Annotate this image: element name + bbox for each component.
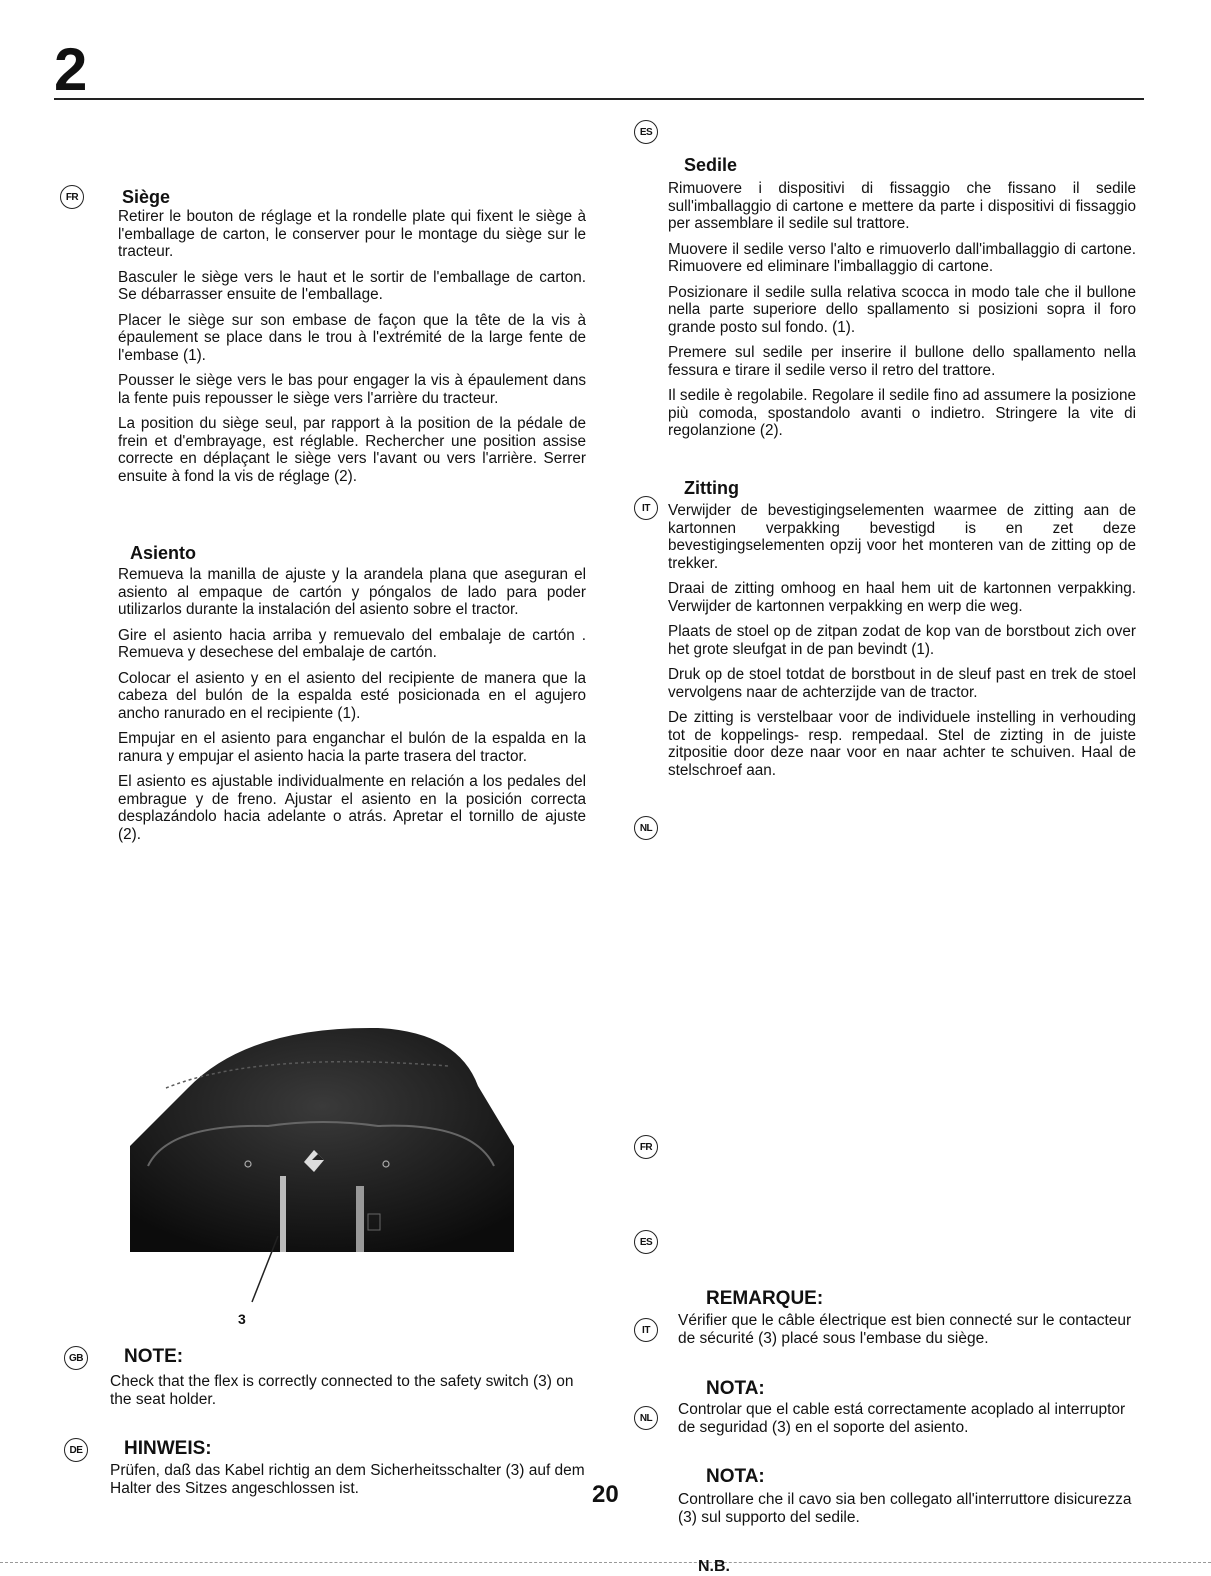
it-note-badge-icon: IT bbox=[634, 1318, 658, 1342]
nl-badge-icon: NL bbox=[634, 816, 658, 840]
page-number: 20 bbox=[592, 1481, 619, 1508]
it-section-body bbox=[668, 180, 1136, 448]
paragraph: Gire el asiento hacia arriba y remuevalo del embalaje de cartón . Remueva y desechese del embalaje de cartón. bbox=[118, 626, 586, 661]
paragraph: Empujar en el asiento para enganchar el bulón de la espalda en la ranura y empujar el asiento hacia la parte trasera del tractor. bbox=[118, 730, 586, 765]
gb-note-text: Check that the flex is correctly connected to the safety switch (3) on the seat holder. bbox=[110, 1373, 574, 1408]
gb-note-heading: NOTE: bbox=[124, 1346, 184, 1367]
paragraph: Il sedile è regolabile. Regolare il sedile fino ad assumere la posizione più comoda, spostandolo avanti o indietro. Stringere la vite di regolanzione (2). bbox=[668, 387, 1136, 439]
it-note-text: Controllare che il cavo sia ben collegato all'interruttore disicurezza (3) sul supporto del sedile. bbox=[678, 1491, 1132, 1526]
paragraph: Muovere il sedile verso l'alto e rimuoverlo dall'imballaggio di cartone. Rimuovere ed eliminare l'imballaggio di cartone. bbox=[668, 240, 1136, 275]
paragraph: Colocar el asiento y en el asiento del recipiente de manera que la cabeza del bulón de la espalda esté posicionada en el agujero ancho ranurado en el recipiente (1). bbox=[118, 669, 586, 722]
paragraph: De zitting is verstelbaar voor de individuele instelling in verhouding tot de koppelings- resp. rempedaal. Stel de zizting in de juiste zitpositie door deze naar voor en naar achter te schuiven. Haal de stelschroef aan. bbox=[668, 709, 1136, 779]
fr-note-heading: REMARQUE: bbox=[706, 1288, 824, 1309]
fr-section-body bbox=[118, 208, 586, 493]
nb-heading: N.B. bbox=[698, 1558, 730, 1575]
nl-section-body bbox=[668, 502, 1136, 787]
es-note-heading: NOTA: bbox=[706, 1378, 765, 1399]
paragraph: Posizionare il sedile sulla relativa scocca in modo tale che il bullone nella parte superiore dello spallamento si posizioni sopra il foro grande posto sul fondo. (1). bbox=[668, 283, 1136, 336]
it-note-heading: NOTA: bbox=[706, 1466, 765, 1487]
paragraph: Verwijder de bevestigingselementen waarmee de zitting aan de kartonnen verpakking bevestigd is en zet deze bevestigingselementen opzij voor het monteren van de zitting op de trekker. bbox=[668, 502, 1136, 572]
paragraph: Premere sul sedile per inserire il bullone dello spallamento nella fessura e tirare il sedile verso il retro del trattore. bbox=[668, 344, 1136, 379]
paragraph: Rimuovere i dispositivi di fissaggio che fissano il sedile sull'imballaggio di cartone e mettere da parte i dispositivi di fissaggio per assemblare il sedile sul trattore. bbox=[668, 180, 1136, 232]
es-note-text: Controlar que el cable está correctamente acoplado al interruptor de seguridad (3) en el soporte del asiento. bbox=[678, 1401, 1126, 1436]
es-note-badge-icon: ES bbox=[634, 1230, 658, 1254]
paragraph: Plaats de stoel op de zitpan zodat de kop van de borstbout zich over het grote sleufgat in de pan bevindt (1). bbox=[668, 623, 1136, 658]
it-section-heading: Sedile bbox=[684, 155, 738, 175]
paragraph: Retirer le bouton de réglage et la rondelle plate qui fixent le siège à l'emballage de carton, le conserver pour le montage du siège sur le tracteur. bbox=[118, 208, 586, 260]
paragraph: El asiento es ajustable individualmente en relación a los pedales del embrague y de freno. Ajustar el asiento en la posición correcta desplazándolo hacia adelante o atrás. Apretar el tornillo de ajuste (2). bbox=[118, 773, 586, 843]
figure-callout-3: 3 bbox=[238, 1311, 246, 1327]
footer-rule bbox=[0, 1562, 1211, 1563]
es-section-body bbox=[118, 566, 586, 851]
header-rule bbox=[54, 98, 1144, 100]
paragraph: La position du siège seul, par rapport à la position de la pédale de frein et d'embrayage, est réglable. Rechercher une position assise correcte en déplaçant le siège vers l'avant ou vers l'arrière. Serrer ensuite à fond la vis de réglage (2). bbox=[118, 415, 586, 485]
seat-illustration bbox=[128, 1026, 518, 1326]
de-note-heading: HINWEIS: bbox=[124, 1438, 212, 1459]
fr-badge-icon: FR bbox=[60, 185, 84, 209]
fr-note-badge-icon: FR bbox=[634, 1135, 658, 1159]
fr-section-heading: Siège bbox=[122, 187, 171, 207]
paragraph: Placer le siège sur son embase de façon que la tête de la vis à épaulement se place dans le trou à l'extrémité de la large fente de l'embase (1). bbox=[118, 311, 586, 364]
it-badge-icon: IT bbox=[634, 496, 658, 520]
gb-badge-icon: GB bbox=[64, 1346, 88, 1370]
es-section-heading: Asiento bbox=[130, 543, 197, 563]
paragraph: Draai de zitting omhoog en haal hem uit de kartonnen verpakking. Verwijder de kartonnen verpakking en werp die weg. bbox=[668, 580, 1136, 615]
nl-note-badge-icon: NL bbox=[634, 1406, 658, 1430]
nl-section-heading: Zitting bbox=[684, 478, 739, 498]
de-note-text: Prüfen, daß das Kabel richtig an dem Sicherheitsschalter (3) auf dem Halter des Sitzes angeschlossen ist. bbox=[110, 1462, 585, 1497]
fr-note-text: Vérifier que le câble électrique est bien connecté sur le contacteur de sécurité (3) placé sous l'embase du siège. bbox=[678, 1312, 1132, 1347]
paragraph: Basculer le siège vers le haut et le sortir de l'emballage de carton. Se débarrasser ensuite de l'emballage. bbox=[118, 268, 586, 303]
paragraph: Pousser le siège vers le bas pour engager la vis à épaulement dans la fente puis repousser le siège vers l'arrière du tracteur. bbox=[118, 372, 586, 407]
chapter-number: 2 bbox=[54, 36, 88, 103]
paragraph: Druk op de stoel totdat de borstbout in de sleuf past en trek de stoel vervolgens naar de achterzijde van de tractor. bbox=[668, 666, 1136, 701]
paragraph: Remueva la manilla de ajuste y la arandela plana que aseguran el asiento al empaque de cartón y póngalos de lado para poder utilizarlos durante la instalación del asiento sobre el tractor. bbox=[118, 566, 586, 618]
de-badge-icon: DE bbox=[64, 1438, 88, 1462]
es-badge-icon: ES bbox=[634, 120, 658, 144]
